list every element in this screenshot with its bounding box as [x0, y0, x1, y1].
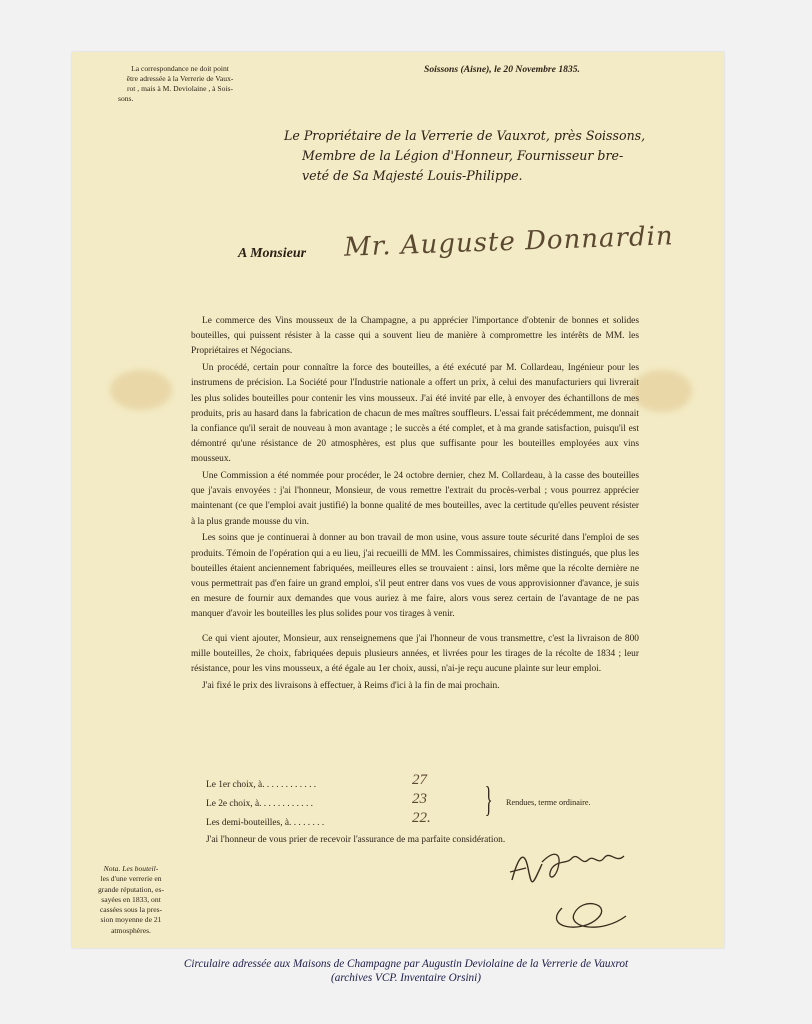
- paragraph: J'ai fixé le prix des livraisons à effectuer, à Reims d'ici à la fin de mai prochain.: [202, 680, 500, 691]
- delivery-terms: Rendues, terme ordinaire.: [506, 798, 591, 807]
- letterhead-line: Membre de la Légion d'Honneur, Fournisseur bre-: [302, 148, 624, 163]
- nota-line: sayées en 1833, ont: [101, 894, 161, 904]
- salutation: A Monsieur: [238, 246, 307, 261]
- nota-line: grande réputation, es-: [98, 884, 164, 894]
- letterhead: [284, 126, 650, 186]
- price-label: Le 1er choix, à. . . . . . . . . . . .: [206, 780, 317, 790]
- caption-line: Circulaire adressée aux Maisons de Champagne par Augustin Deviolaine de la Verrerie de Vauxrot: [183, 958, 629, 970]
- price-value: 23: [412, 791, 427, 807]
- price-list: [206, 772, 676, 834]
- paper-stain: [110, 370, 172, 410]
- price-row: [206, 772, 676, 796]
- paragraph: Une Commission a été nommée pour procéder, le 24 octobre dernier, chez M. Collardeau, à la casse des bouteilles que j'avais envoyées : j'ai l'honneur, Monsieur, de vous remettre l'extrait du procès-verbal ; vous pourrez apprécier maintenant (ce que l'emploi avait justifié) la bonne qualité de mes bouteilles, avec la certitude qu'elles peuvent résister à la plus grande mousse du vin.: [191, 471, 639, 527]
- caption-line: (archives VCP. Inventaire Orsini): [331, 971, 481, 984]
- price-label: Les demi-bouteilles, à. . . . . . . .: [206, 818, 325, 828]
- photo-caption: [0, 958, 812, 985]
- nota-line: Nota. Les bouteil-: [103, 864, 159, 873]
- price-value: 27: [412, 772, 427, 788]
- letter-page: [72, 52, 724, 948]
- handwritten-recipient: Mr. Auguste Donnardin: [343, 221, 675, 263]
- paper-stain: [632, 370, 692, 412]
- price-row: [206, 810, 676, 834]
- nota-line: les d'une verrerie en: [100, 874, 162, 884]
- dateline: Soissons (Aisne), le 20 Novembre 1835.: [424, 64, 580, 75]
- note-line: La correspondance ne doit point: [131, 64, 229, 73]
- nota-line: cassées sous la pres-: [99, 905, 163, 915]
- paragraph: Un procédé, certain pour connaître la force des bouteilles, a été exécuté par M. Collardeau, Ingénieur pour les instrumens de précision. La Société pour l'Industrie nationale a offert un prix, à celui des manufacturiers qui livrerait les plus solides bouteilles pour contenir les vins mousseux. J'ai été invité par elle, à envoyer des échantillons de mes produits, pris au hasard dans la fabrication de chacun de mes maîtres souffleurs. L'essai fait précédemment, me donnait la confiance qu'il serait de nouveau à mon avantage ; le succès a été complet, et à ma grande satisfaction, puisqu'il est démontré qu'une résistance de 20 atmosphères, est plus que suffisante pour les bouteilles employées aux vins mousseux.: [191, 363, 639, 465]
- correspondence-note: [110, 64, 250, 104]
- price-row: [206, 791, 676, 815]
- paragraph: Le commerce des Vins mousseux de la Champagne, a pu apprécier l'importance d'obtenir de bonnes et solides bouteilles, qui puissent résister à la casse qui a souvent lieu de manière à compromettre les intérêts de MM. les Propriétaires et Négocians.: [191, 316, 639, 357]
- price-value: 22.: [412, 810, 431, 826]
- note-line: sons.: [118, 94, 134, 103]
- brace-icon: }: [484, 779, 493, 819]
- nota-footnote: [80, 864, 182, 936]
- paragraph: Ce qui vient ajouter, Monsieur, aux renseignemens que j'ai l'honneur de vous transmettre, c'est la livraison de 800 mille bouteilles, 2e choix, fabriquées depuis plusieurs années, et livrées pour les tirages de la récolte de 1834 ; leur résistance, pour les vins mousseux, a été égale au 1er choix, aussi, n'ai-je reçu aucune plainte sur leur emploi.: [191, 633, 639, 674]
- note-line: être adressée à la Verrerie de Vaux-: [126, 74, 234, 83]
- letter-body: [191, 314, 639, 695]
- signature-image: [502, 838, 642, 938]
- letterhead-line: Le Propriétaire de la Verrerie de Vauxrot, près Soissons,: [284, 128, 646, 143]
- nota-line: atmosphères.: [111, 925, 151, 935]
- price-label: Le 2e choix, à. . . . . . . . . . . .: [206, 799, 314, 809]
- nota-line: sion moyenne de 21: [100, 915, 162, 925]
- closing-line: J'ai l'honneur de vous prier de recevoir l'assurance de ma parfaite considération.: [206, 835, 506, 845]
- paragraph: Les soins que je continuerai à donner au bon travail de mon usine, vous assure toute sécurité dans l'emploi de ses produits. Témoin de l'opération qui a eu lieu, j'ai recueilli de MM. les Commissaires, chimistes distingués, que plus les bouteilles étaient anciennement fabriquées, meilleures elles se trouvaient : ainsi, lors même que la récolte dernière ne vous permettrait pas d'en faire un grand emploi, s'il peut entrer dans vos vues de vous approvisionner d'avance, je suis en mesure de fournir aux demandes que vous auriez à me faire, alors vous serez certain de l'avantage de ne pas manquer d'avoir les bouteilles les plus solides pour vos tirages à venir.: [191, 533, 639, 620]
- note-line: rot , mais à M. Deviolaine , à Sois-: [126, 84, 234, 93]
- letterhead-line: veté de Sa Majesté Louis-Philippe.: [302, 168, 523, 183]
